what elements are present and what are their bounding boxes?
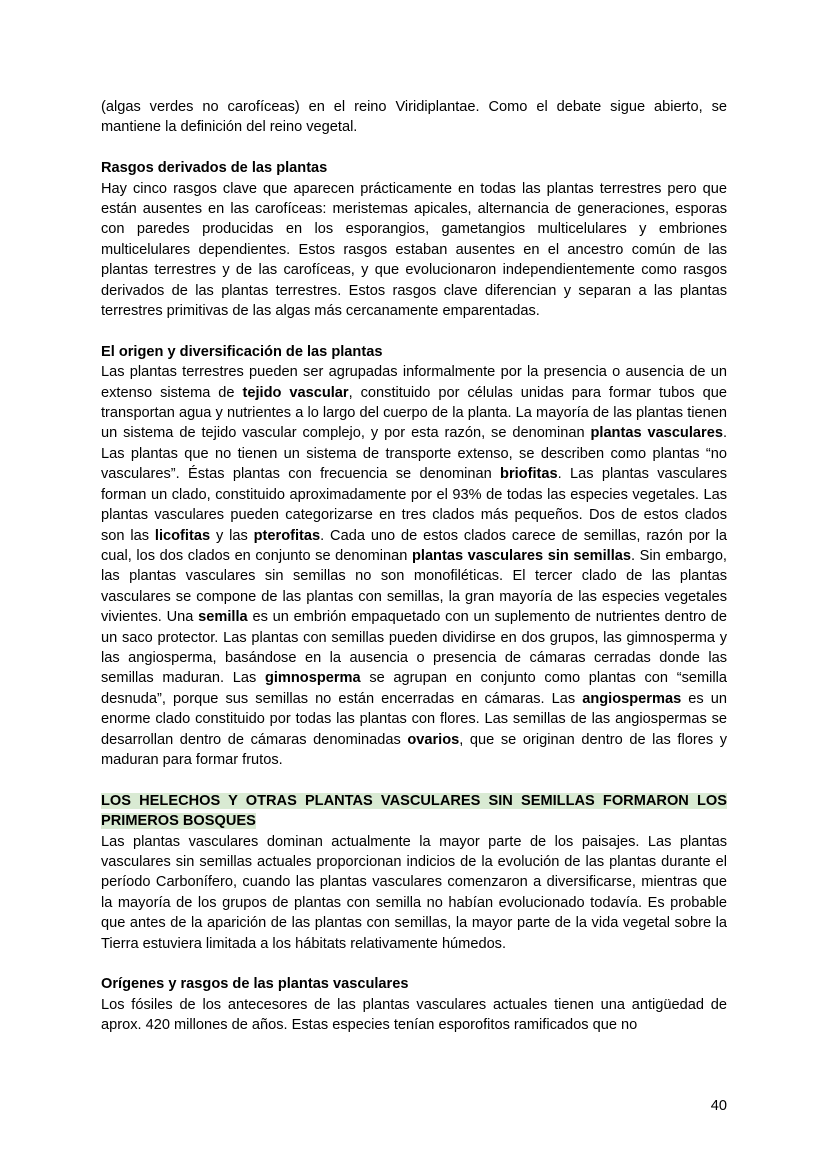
paragraph-gap — [101, 138, 727, 158]
bold-term: gimnosperma — [264, 670, 361, 687]
text-segment: es un enorme clado constituido por todas las plantas con flores. Las semillas de las angiospermas se desarrollan dentro de cámaras denominadas — [101, 690, 727, 748]
section-body-origenes: Los fósiles de los antecesores de las plantas vasculares actuales tienen una antigüedad de aprox. 420 millones de años. Estas especies tenían esporofitos ramificados que no — [101, 996, 727, 1034]
text-segment: . Cada uno de estos clados carece de semillas, razón por la cual, los dos clados en conjunto se denominan — [101, 527, 728, 564]
section-heading-rasgos: Rasgos derivados de las plantas — [101, 160, 328, 177]
bold-term: plantas vasculares — [590, 425, 723, 442]
text-segment: y las — [210, 527, 254, 544]
text-segment: . Las plantas vasculares forman un clado, constituido aproximadamente por el 93% de todas las especies vegetales. Las plantas vasculares pueden categorizarse en tres clados más pequeños. Dos de estos clados son las — [101, 466, 727, 544]
bold-term: tejido vascular — [242, 384, 349, 401]
highlighted-heading: LOS HELECHOS Y OTRAS PLANTAS VASCULARES SIN SEMILLAS FORMARON LOS PRIMEROS BOSQUES — [101, 792, 727, 830]
section-heading-origenes: Orígenes y rasgos de las plantas vasculares — [101, 976, 409, 993]
section-body-helechos: Las plantas vasculares dominan actualmente la mayor parte de los paisajes. Las plantas vasculares sin semillas actuales proporcionan indicios de la evolución de las plantas durante el período Carbonífero, cuando las plantas vasculares comenzaron a diversificarse, mientras que la mayoría de los grupos de plantas con semilla no habían evolucionado todavía. Es probable que antes de la aparición de las plantas con semillas, la mayor parte de la vida vegetal sobre la Tierra estuviera limitada a los hábitats relativamente húmedos. — [101, 833, 727, 952]
text-segment: Las plantas terrestres pueden ser agrupadas informalmente por la presencia o ausencia de un extenso sistema de — [101, 364, 727, 401]
paragraph-gap — [101, 321, 727, 341]
text-segment: , que se originan dentro de las flores y maduran para formar frutos. — [101, 731, 728, 768]
page-number: 40 — [710, 1098, 727, 1114]
text-segment: . Las plantas que no tienen un sistema de transporte extenso, se describen como plantas “no vasculares”. Éstas plantas con frecuencia se denominan — [101, 425, 727, 483]
bold-term: briofitas — [500, 466, 558, 483]
section-body-origen — [101, 362, 727, 770]
text-segment: es un embrión empaquetado con un suplemento de nutrientes dentro de un saco protector. Las plantas con semillas pueden dividirse en dos grupos, las gimnosperma y las angiosperma, basándose en la ausencia o presencia de cámaras cerradas donde las semillas maduran. Las — [101, 609, 727, 687]
intro-paragraph: (algas verdes no carofíceas) en el reino Viridiplantae. Como el debate sigue abierto, se mantiene la definición del reino vegetal. — [101, 99, 727, 136]
text-segment: . Sin embargo, las plantas vasculares sin semillas no son monofiléticas. El tercer clado de las plantas vasculares se compone de las plantas con semillas, la gran mayoría de las especies vegetales vivientes. Una — [101, 547, 727, 626]
section-body-rasgos: Hay cinco rasgos clave que aparecen prácticamente en todas las plantas terrestres pero que están ausentes en las carofíceas: meristemas apicales, alternancia de generaciones, esporas con paredes producidas en los esporangios, gametangios multicelulares y embriones multicelulares dependientes. Estos rasgos estaban ausentes en el ancestro común de las plantas terrestres y de las carofíceas, y que evolucionaron independientemente como rasgos derivados de las plantas terrestres. Estos rasgos clave diferencian y separan a las plantas terrestres primitivas de las algas más cercanamente emparentadas. — [101, 180, 727, 320]
bold-term: semilla — [198, 609, 248, 626]
bold-term: licofitas — [154, 527, 211, 544]
bold-term: ovarios — [407, 731, 460, 748]
section-heading-helechos — [101, 791, 727, 832]
bold-term: plantas vasculares sin semillas — [411, 547, 631, 564]
text-segment: , constituido por células unidas para formar tubos que transportan agua y nutrientes a lo largo del cuerpo de la planta. La mayoría de las plantas tienen un sistema de tejido vascular complejo, y por esta razón, se denominan — [101, 384, 728, 442]
bold-term: angiospermas — [582, 690, 682, 707]
bold-term: pterofitas — [253, 527, 321, 544]
paragraph-gap — [101, 954, 727, 974]
section-heading-origen: El origen y diversificación de las plantas — [101, 343, 383, 360]
text-segment: se agrupan en conjunto como plantas con “semilla desnuda”, porque sus semillas no están encerradas en cámaras. Las — [101, 670, 727, 707]
paragraph-gap — [101, 770, 727, 790]
document-page — [101, 97, 727, 1036]
